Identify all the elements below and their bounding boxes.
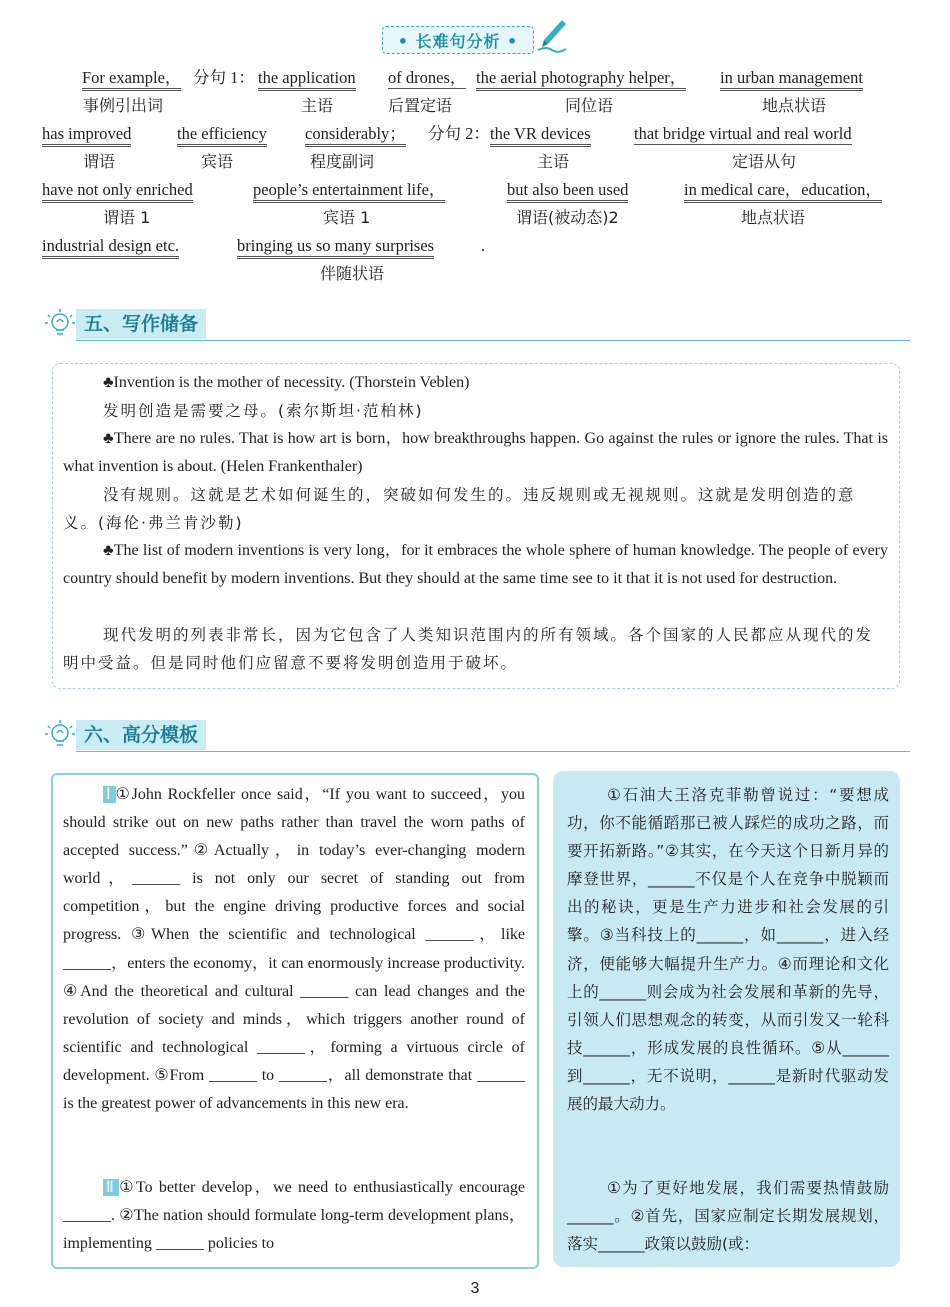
lightbulb-icon [42,307,76,341]
club-icon: ♣ [103,374,114,391]
paragraph-label: Ⅱ [103,1179,119,1196]
phrase: For example， [82,68,181,91]
quote-en: ♣There are no rules. That is how art is born，how breakthroughs happen. Go against the rules or ignore the rules. That is what invention is about. (Helen Frankenthaler) [63,430,889,475]
phrase: the efficiency [177,124,267,147]
grammar-label: 宾语 [201,152,234,171]
quote-en: ♣The list of modern inventions is very long，for it embraces the whole sphere of human knowledge. The people of every country should benefit by modern inventions. But they should at the same time see to it that it is not used for destruction. [63,542,888,587]
quote-cn: 现代发明的列表非常长，因为它包含了人类知识范围内的所有领域。各个国家的人民都应从现代的发明中受益。但是同时他们应留意不要将发明创造用于破坏。 [63,626,874,672]
grammar-label: 谓语 1 [103,208,151,227]
template-paragraph-2-cn: ①为了更好地发展，我们需要热情鼓励______。②首先，国家应制定长期发展规划，落实______政策以鼓励(或： [567,1179,889,1254]
phrase: 分句 1： [193,68,255,87]
club-icon: ♣ [103,430,114,447]
grammar-label: 主语 [301,96,334,115]
paragraph-label: Ⅰ [103,786,116,803]
page-number: 3 [470,1280,480,1297]
phrase: in urban management [720,68,863,91]
grammar-label: 后置定语 [388,96,453,115]
phrase: the aerial photography helper， [476,68,686,91]
phrase: industrial design etc. [42,236,179,259]
grammar-label: 地点状语 [762,96,827,115]
phrase: bringing us so many surprises [237,236,434,259]
quote-cn: 没有规则。这就是艺术如何诞生的，突破如何发生的。违反规则或无视规则。这就是发明创造的意义。(海伦·弗兰肯沙勒) [63,486,856,532]
phrase: have not only enriched [42,180,193,203]
phrase: but also been used [507,180,628,203]
grammar-label: 定语从句 [732,152,797,171]
template-paragraph-1-en: Ⅰ ①John Rockfeller once said，“If you want to succeed，you should strike out on new paths rather than travel the worn paths of accepted success.”②Actually，in today’s ever-changing modern world，______ is not only our secret of standing out from competition，but the engine driving productive forces and social progress. ③When the scientific and technological ______，like ______，enters the economy，it can enormously increase productivity. ④And the theoretical and cultural ______ can lead changes and the revolution of society and minds，which triggers another round of scientific and technological ______，forming a virtuous circle of development. ⑤From ______ to ______，all demonstrate that ______ is the greatest power of advancements in this new era. [63,786,525,1113]
phrase: people’s entertainment life， [253,180,445,203]
phrase: in medical care，education， [684,180,882,203]
section-title: 六、高分模板 [76,720,206,750]
grammar-label: 谓语(被动态)2 [516,208,619,227]
phrase: that bridge virtual and real world [634,124,852,143]
phrase: . [481,236,486,255]
grammar-label: 谓语 [83,152,116,171]
section-header-writing-reserve [42,307,910,341]
divider [76,751,910,752]
grammar-label: 同位语 [565,96,614,115]
phrase: 分句 2： [428,124,490,143]
template-paragraph-2-en: Ⅱ ①To better develop，we need to enthusiastically encourage ______. ②The nation should formulate long-term development plans，implementing ______ policies to [63,1179,525,1253]
section-banner: • 长难句分析 • [382,26,534,54]
phrase: has improved [42,124,131,147]
phrase: of drones， [388,68,467,87]
divider [76,340,910,341]
quote-cn: 发明创造是需要之母。(索尔斯坦·范柏林) [103,402,424,420]
grammar-label: 主语 [537,152,570,171]
grammar-label: 宾语 1 [323,208,371,227]
template-paragraph-1-cn: ①石油大王洛克菲勒曾说过：“要想成功，你不能循蹈那已被人踩烂的成功之路，而要开拓新路。”②其实，在今天这个日新月异的摩登世界，______不仅是个人在竞争中脱颖而出的秘诀，更是生产力进步和社会发展的引擎。③当科技上的______，如______，进入经济，便能够大幅提升生产力。④而理论和文化上的______则会成为社会发展和革新的先导，引领人们思想观念的转变，从而引发又一轮科技______，形成发展的良性循环。⑤从______到______，无不说明，______是新时代驱动发展的最大动力。 [567,786,889,1114]
grammar-label: 伴随状语 [320,264,385,283]
lightbulb-icon [42,718,76,752]
quote-en: ♣Invention is the mother of necessity. (Thorstein Veblen) [103,374,470,391]
grammar-label: 程度副词 [310,152,375,171]
grammar-label: 地点状语 [741,208,806,227]
phrase: the application [258,68,356,91]
grammar-label: 事例引出词 [83,96,164,115]
phrase: considerably； [305,124,406,147]
pen-icon [536,18,568,54]
club-icon: ♣ [103,542,114,559]
section-title: 五、写作储备 [76,309,206,339]
phrase: the VR devices [490,124,591,147]
section-header-high-score-template [42,718,910,752]
